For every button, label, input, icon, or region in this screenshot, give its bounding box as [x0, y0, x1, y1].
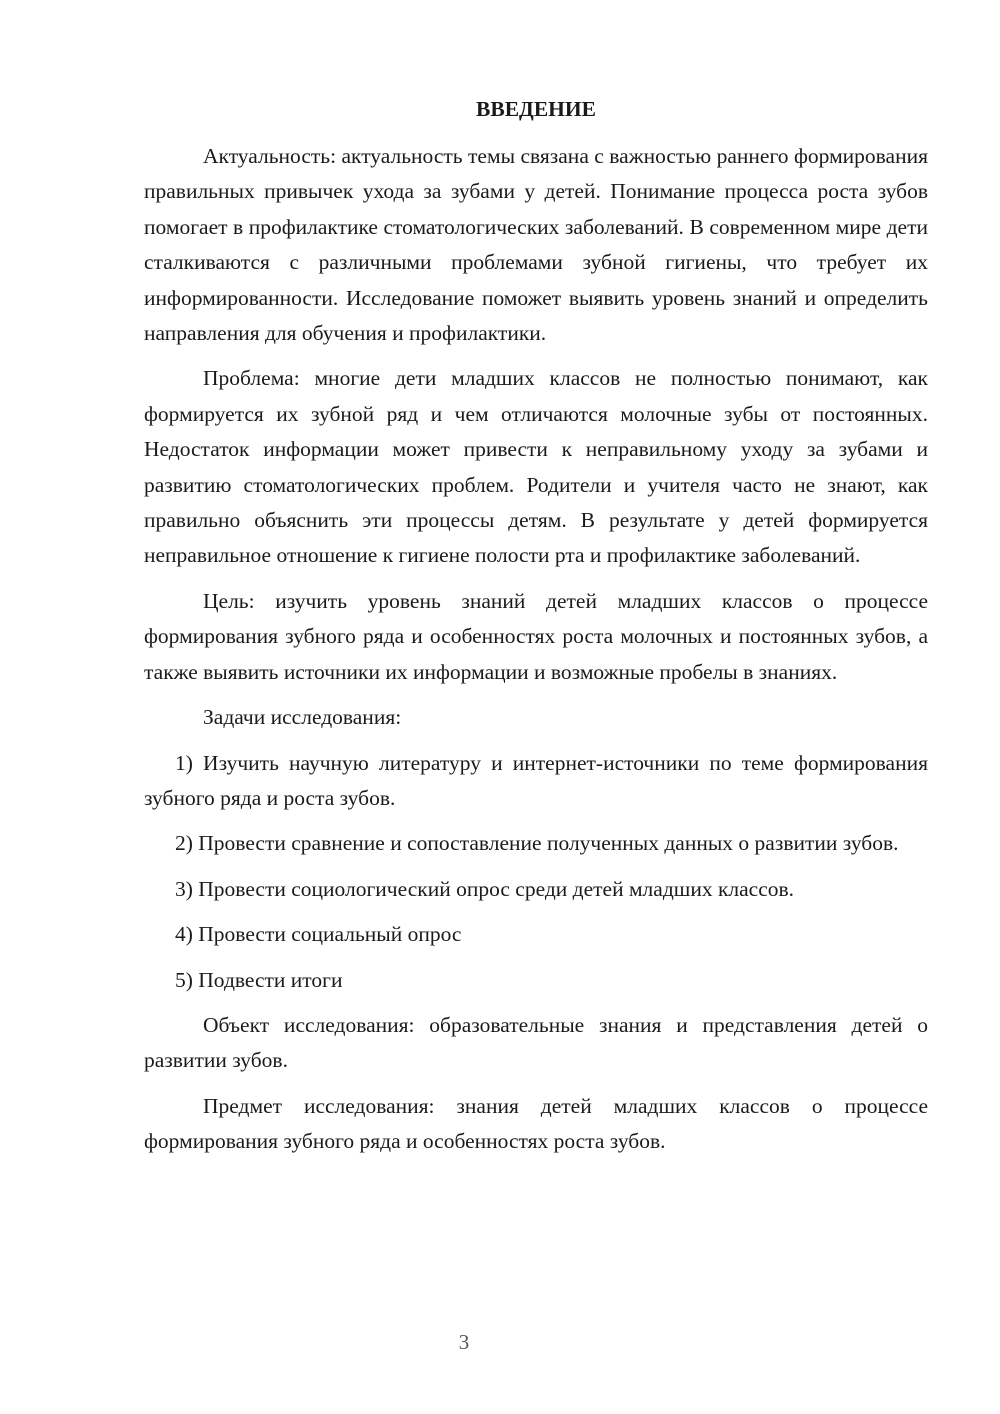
task-item: 4) Провести социальный опрос: [175, 922, 462, 947]
paragraph-subject: Предмет исследования: знания детей младших классов о процессе формирования зубного ряда и особенностях роста зубов.: [144, 1093, 928, 1154]
paragraph-relevance: Актуальность: актуальность темы связана с важностью раннего формирования правильных привычек ухода за зубами у детей. Понимание процесса роста зубов помогает в профилактике стоматологических заболеваний. В современном мире дети сталкиваются с различными проблемами зубной гигиены, что требует их информированности. Исследование поможет выявить уровень знаний и определить направления для обучения и профилактики.: [144, 144, 928, 346]
document-page: [144, 92, 928, 1170]
task-item: 5) Подвести итоги: [175, 967, 343, 992]
tasks-heading: Задачи исследования:: [203, 705, 402, 730]
paragraph-object: Объект исследования: образовательные знания и представления детей о развитии зубов.: [144, 1012, 928, 1073]
paragraph-goal: Цель: изучить уровень знаний детей младших классов о процессе формирования зубного ряда и особенностях роста молочных и постоянных зубов, а также выявить источники их информации и возможные пробелы в знаниях.: [144, 588, 928, 684]
page-title: ВВЕДЕНИЕ: [476, 97, 596, 121]
paragraph-problem: Проблема: многие дети младших классов не полностью понимают, как формируется их зубной ряд и чем отличаются молочные зубы от постоянных. Недостаток информации может привести к неправильному уходу за зубами и развитию стоматологических проблем. Родители и учителя часто не знают, как правильно объяснить эти процессы детям. В результате у детей формируется неправильное отношение к гигиене полости рта и профилактике заболеваний.: [144, 366, 928, 568]
page-number: 3: [458, 1330, 470, 1354]
task-item: 3) Провести социологический опрос среди детей младших классов.: [175, 876, 795, 901]
task-item: 1) Изучить научную литературу и интернет-источники по теме формирования зубного ряда и роста зубов.: [144, 750, 928, 810]
task-item: 2) Провести сравнение и сопоставление полученных данных о развитии зубов.: [175, 831, 899, 856]
